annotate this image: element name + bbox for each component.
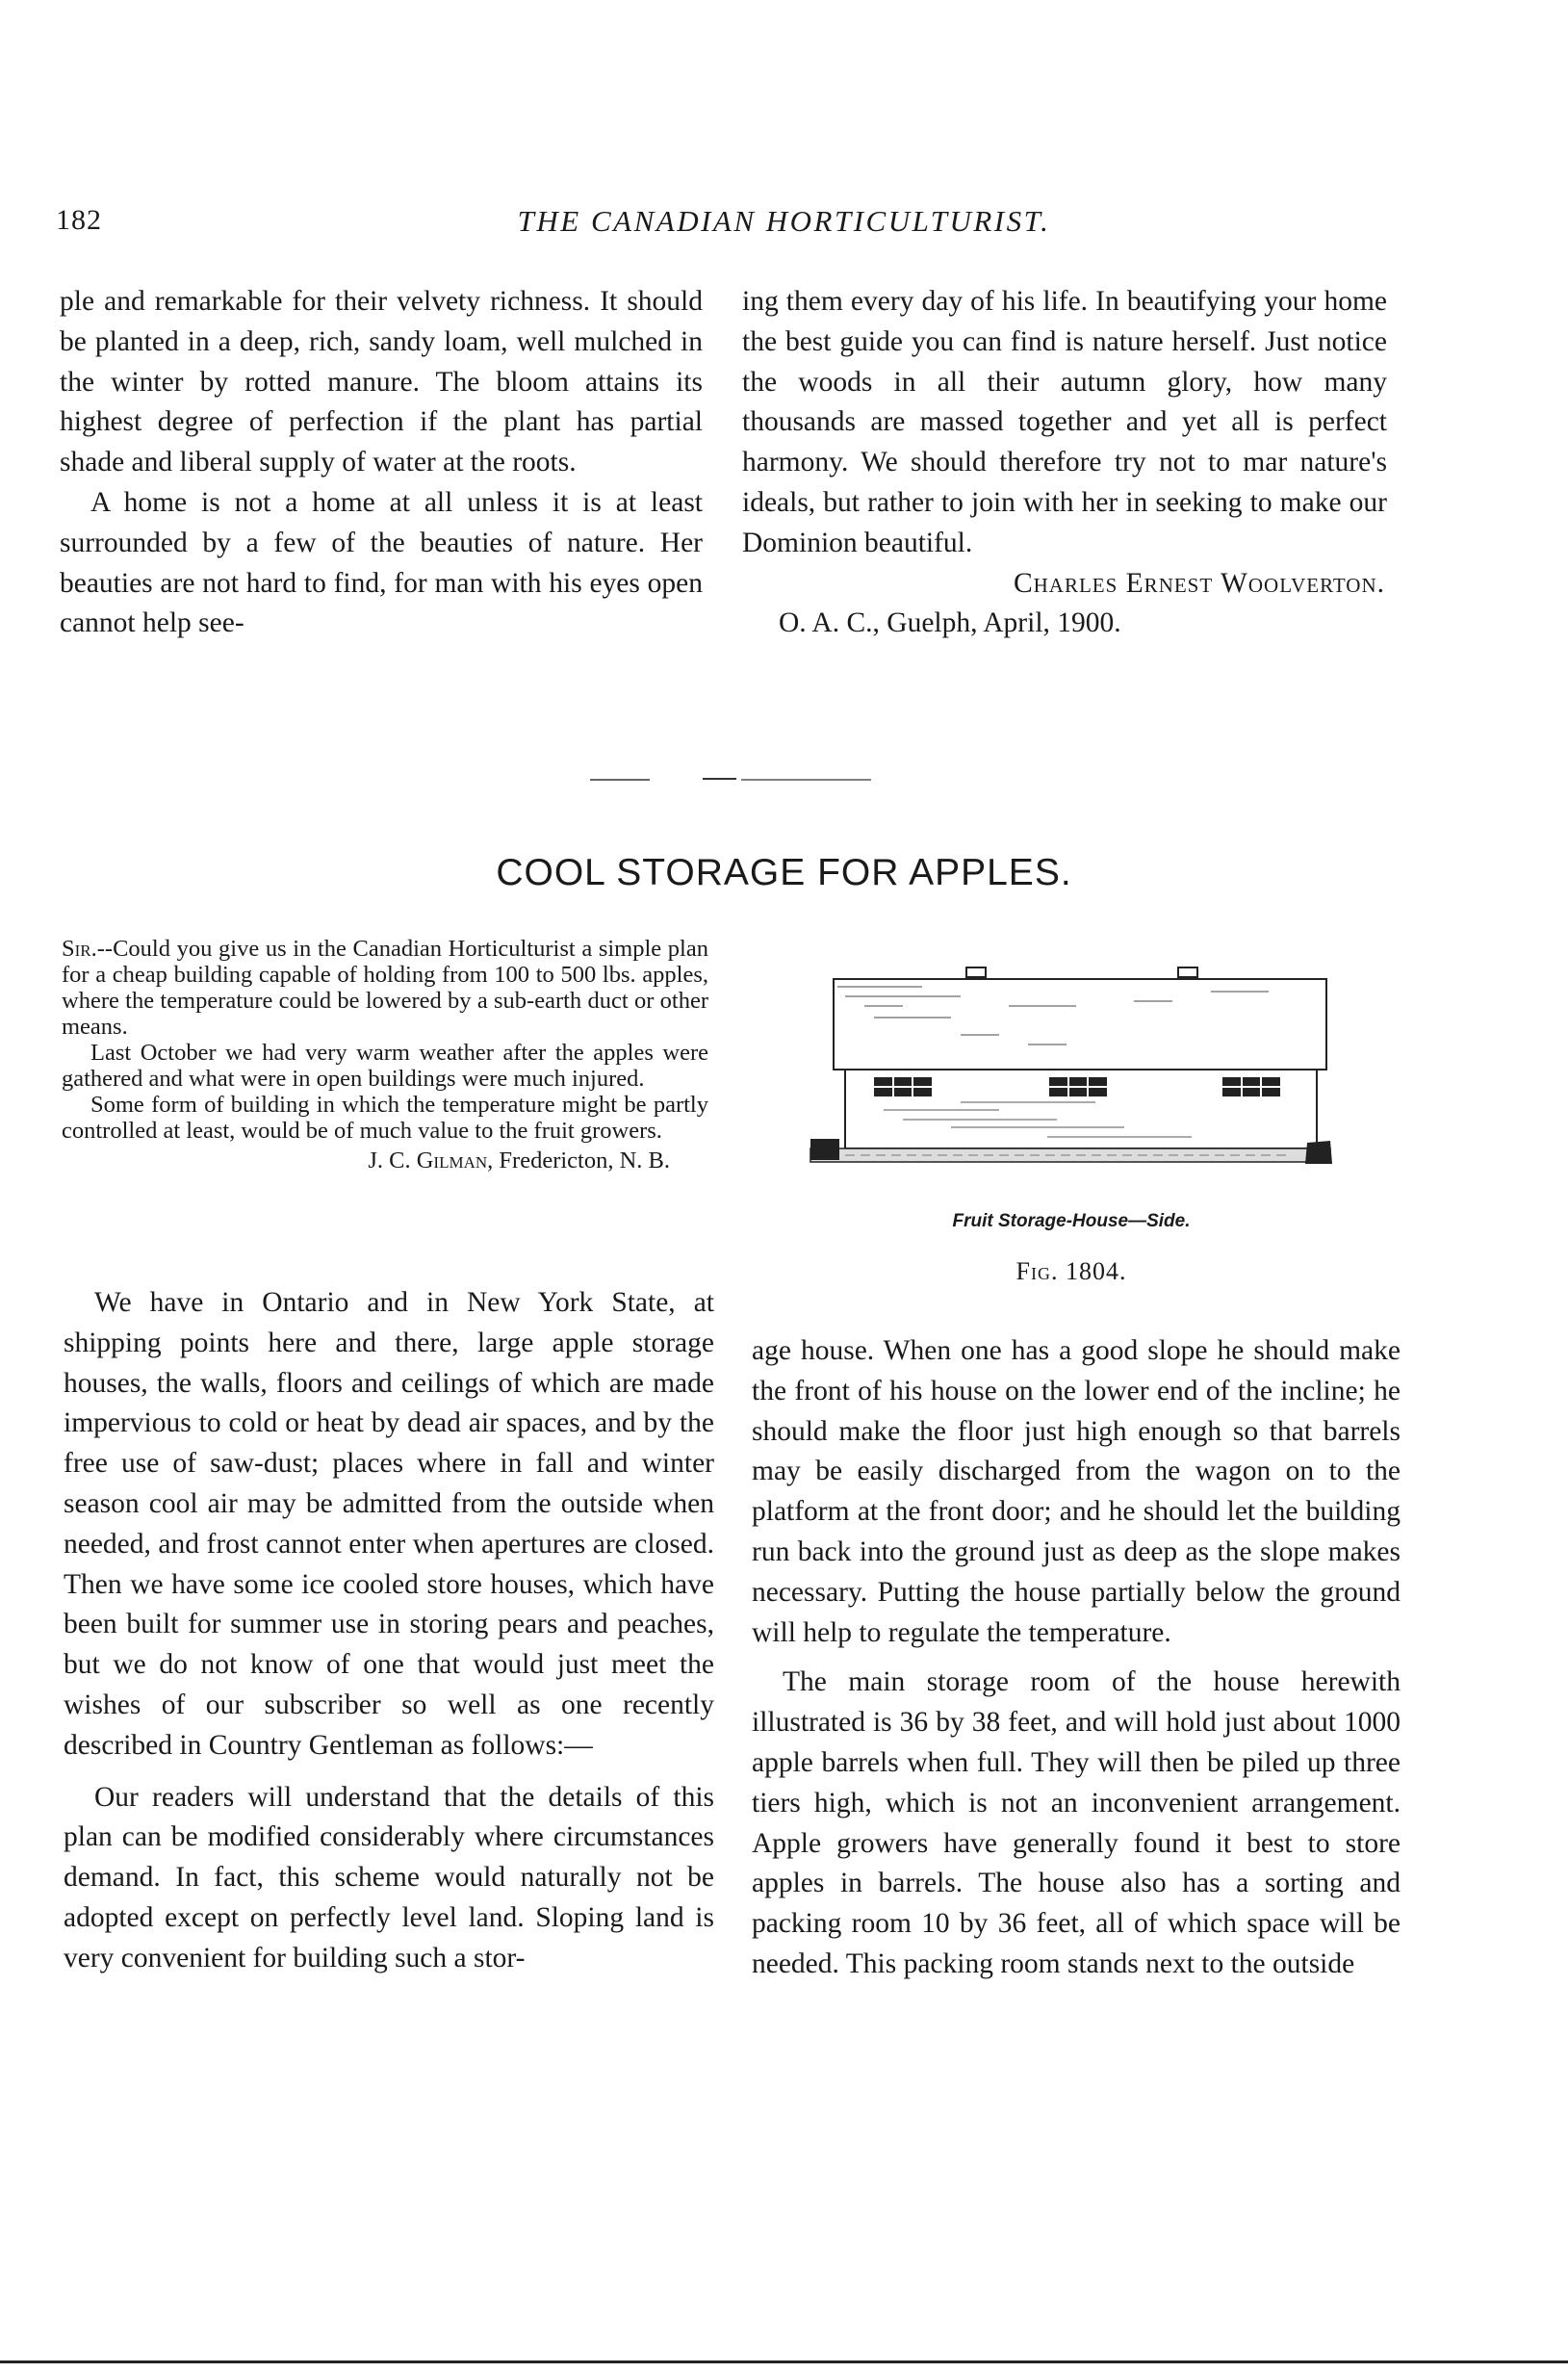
previous-article-right-column (742, 282, 1387, 644)
body-paragraph: Our readers will understand that the details of this plan can be modified considerably where circumstances demand. In fact, this scheme would naturally not be adopted except on perfectly level land. Sloping land is very convenient for building such a stor- (64, 1781, 714, 1973)
figure-caption: Fruit Storage-House—Side. (952, 1211, 1191, 1231)
body-paragraph: We have in Ontario and in New York State, at shipping points here and there, large apple storage houses, the walls, floors and ceilings of which are made impervious to cold or heat by dead air spaces, and by the free use of saw-dust; places where in fall and winter season cool air may be admitted from the outside when needed, and frost cannot enter when apertures are closed. Then we have some ice cooled store houses, which have been built for summer use in storing pears and peaches, but we do not know of one that would just meet the wishes of our subscriber so well as one recently described in Country Gentleman as follows:— (64, 1287, 714, 1761)
article-title: COOL STORAGE FOR APPLES. (496, 852, 1072, 893)
page-number: 182 (56, 204, 102, 236)
letter-paragraph: --Could you give us in the Canadian Horticulturist a simple plan for a cheap building capable of holding from 100 to 500 lbs. apples, where the temperature could be lowered by a sub-earth duct or other means. (62, 936, 708, 1040)
article-right-column (752, 1331, 1401, 1985)
body-paragraph: age house. When one has a good slope he should make the front of his house on the lower end of the incline; he should make the floor just high enough so that barrels may be easily discharged from the wagon on to the platform at the front door; and he should let the building run back into the ground just as deep as the slope makes necessary. Putting the house partially below the ground will help to regulate the temperature. (752, 1335, 1401, 1648)
author-signature (742, 564, 1387, 605)
figure-number (807, 1257, 1336, 1286)
page-bottom-rule (0, 2360, 1568, 2363)
figure-number-label: Fig. (1015, 1257, 1059, 1285)
letter-salutation: Sir. (62, 936, 97, 962)
reader-letter (62, 936, 708, 1174)
letter-place: Fredericton, N. B. (499, 1148, 670, 1174)
article-left-column (64, 1283, 714, 1979)
previous-article-left-column (60, 282, 703, 644)
fruit-storage-house-illustration (807, 958, 1336, 1189)
section-divider (582, 775, 871, 785)
body-paragraph: A home is not a home at all unless it is at least surrounded by a few of the beauties of nature. Her beauties are not hard to find, for man with his eyes open cannot help see- (60, 486, 703, 639)
figure-number-value: 1804. (1065, 1257, 1127, 1285)
letter-author: J. C. Gilman, (368, 1148, 494, 1174)
author-place-date: O. A. C., Guelph, April, 1900. (779, 607, 1121, 639)
body-paragraph: ing them every day of his life. In beautifying your home the best guide you can find is nature herself. Just notice the woods in all their autumn glory, how many thousands are massed together and yet all is perfect harmony. We should therefore try not to mar nature's ideals, but rather to join with her in seeking to make our Dominion beautiful. (742, 286, 1387, 558)
body-paragraph: The main storage room of the house herewith illustrated is 36 by 38 feet, and will hold just about 1000 apple barrels when full. They will then be piled up three tiers high, which is not an inconvenient arrangement. Apple growers have generally found it best to store apples in barrels. The house also has a sorting and packing room 10 by 36 feet, all of which space will be needed. This packing room stands next to the outside (752, 1666, 1401, 1979)
body-paragraph: ple and remarkable for their velvety richness. It should be planted in a deep, rich, sandy loam, well mulched in the winter by rotted manure. The bloom attains its highest degree of perfection if the plant has partial shade and liberal supply of water at the roots. (60, 286, 703, 478)
letter-paragraph: Last October we had very warm weather after the apples were gathered and what were in open buildings were much injured. (62, 1040, 708, 1092)
letter-signature (62, 1148, 708, 1174)
author-name: Charles Ernest Woolverton. (1013, 567, 1385, 599)
letter-paragraph: Some form of building in which the temperature might be partly controlled at least, would be of much value to the fruit growers. (62, 1092, 708, 1144)
running-title: THE CANADIAN HORTICULTURIST. (517, 204, 1051, 238)
